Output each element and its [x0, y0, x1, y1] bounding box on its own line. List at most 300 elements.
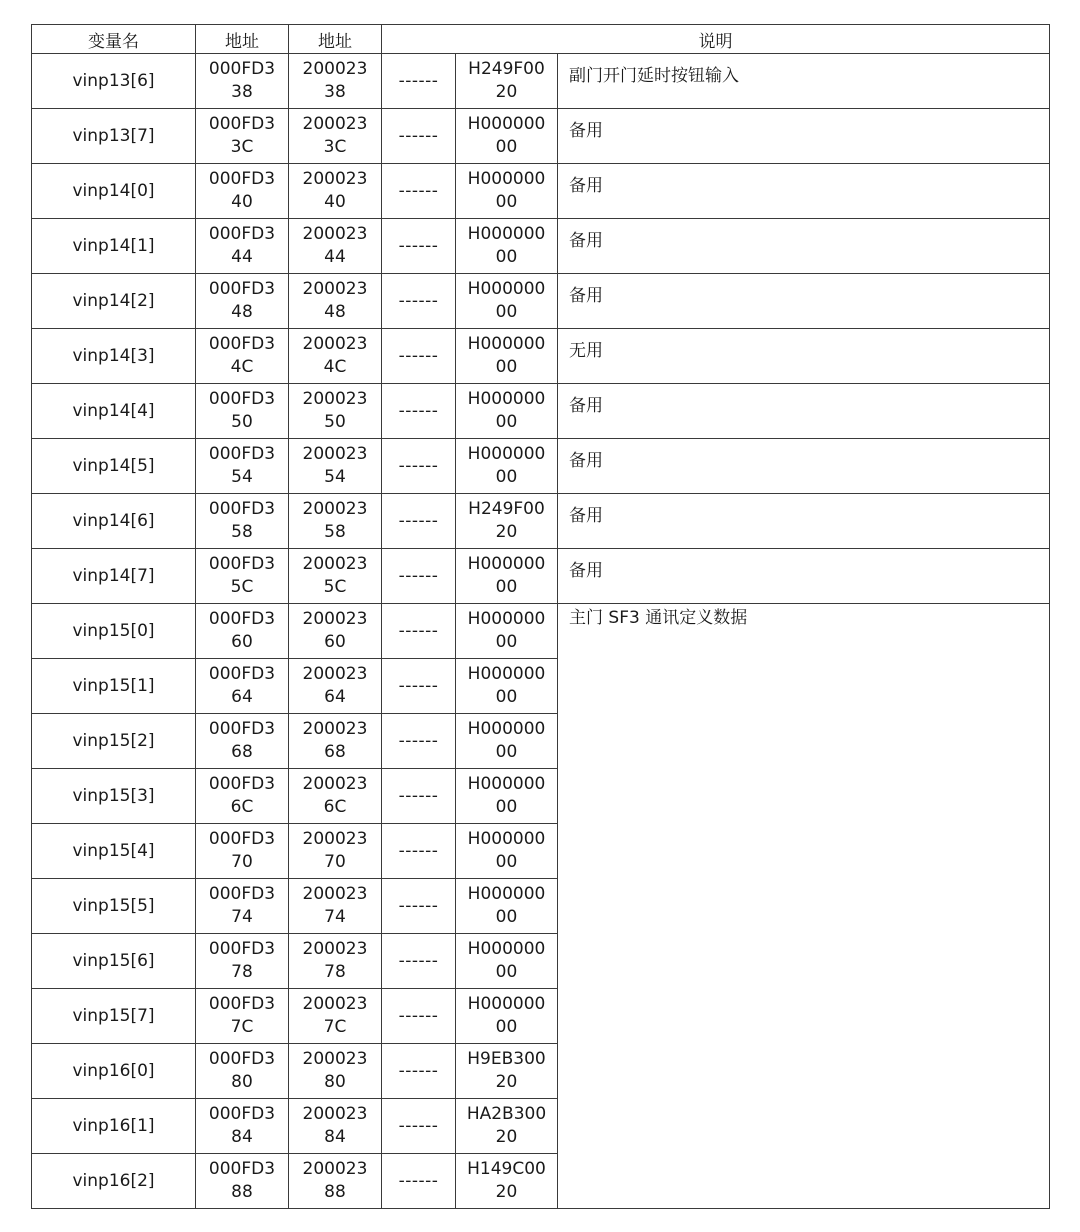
value-cell: [456, 219, 558, 274]
description-text: 备用: [569, 176, 603, 196]
address-2-line-2: 54: [324, 467, 346, 487]
value-line-1: H000000: [467, 829, 546, 849]
address-1-cell: [196, 879, 289, 934]
variable-name: vinp14[5]: [72, 455, 155, 476]
dash-cell: [382, 1044, 456, 1099]
address-1-cell: [196, 1044, 289, 1099]
address-2-line-2: 50: [324, 412, 346, 432]
dash-placeholder: ------: [398, 1170, 439, 1191]
address-1-cell: [196, 384, 289, 439]
variable-name-cell: [32, 494, 196, 549]
table-header-row: [32, 25, 1050, 54]
address-2-line-2: 84: [324, 1127, 346, 1147]
value-cell: [456, 329, 558, 384]
address-1-line-2: 60: [231, 632, 253, 652]
address-1-line-1: 000FD3: [208, 994, 276, 1014]
variable-name: vinp16[2]: [72, 1170, 155, 1191]
address-1-line-1: 000FD3: [208, 444, 276, 464]
address-2-cell: [289, 824, 382, 879]
address-2-line-1: 200023: [302, 609, 368, 629]
value-cell: [456, 824, 558, 879]
address-2-line-1: 200023: [302, 994, 368, 1014]
table-row: [32, 604, 1050, 659]
address-2-line-2: 80: [324, 1072, 346, 1092]
description-text: 备用: [569, 121, 603, 141]
value-line-2: 00: [495, 907, 518, 927]
address-2-line-2: 58: [324, 522, 346, 542]
address-1-line-1: 000FD3: [208, 1104, 276, 1124]
address-1-line-2: 74: [231, 907, 253, 927]
value-line-1: H000000: [467, 224, 546, 244]
value-line-2: 00: [495, 852, 518, 872]
address-1-cell: [196, 714, 289, 769]
variable-name: vinp14[3]: [72, 345, 155, 366]
address-2-cell: [289, 1099, 382, 1154]
value-line-1: H9EB300: [467, 1049, 546, 1069]
value-line-2: 00: [495, 357, 518, 377]
table-row: [32, 494, 1050, 549]
address-2-line-1: 200023: [302, 664, 368, 684]
address-2-cell: [289, 604, 382, 659]
value-line-2: 00: [495, 577, 518, 597]
address-1-cell: [196, 219, 289, 274]
dash-cell: [382, 439, 456, 494]
dash-placeholder: ------: [398, 620, 439, 641]
value-line-1: H000000: [467, 114, 546, 134]
dash-cell: [382, 549, 456, 604]
value-line-1: H000000: [467, 554, 546, 574]
value-line-1: H000000: [467, 774, 546, 794]
variable-name: vinp14[0]: [72, 180, 155, 201]
dash-placeholder: ------: [398, 950, 439, 971]
value-line-1: H000000: [467, 444, 546, 464]
address-2-line-2: 7C: [323, 1017, 347, 1037]
value-line-1: H249F00: [468, 499, 545, 519]
address-2-cell: [289, 769, 382, 824]
variable-name-cell: [32, 274, 196, 329]
address-1-line-1: 000FD3: [208, 224, 276, 244]
address-2-line-2: 60: [324, 632, 346, 652]
address-1-line-2: 6C: [230, 797, 254, 817]
address-2-cell: [289, 714, 382, 769]
address-2-line-2: 40: [324, 192, 346, 212]
variable-name-cell: [32, 604, 196, 659]
address-2-cell: [289, 989, 382, 1044]
address-1-cell: [196, 274, 289, 329]
address-2-line-1: 200023: [302, 389, 368, 409]
value-cell: [456, 54, 558, 109]
address-2-line-2: 70: [324, 852, 346, 872]
address-1-line-1: 000FD3: [208, 884, 276, 904]
variable-name-cell: [32, 1099, 196, 1154]
address-2-line-1: 200023: [302, 224, 368, 244]
description-cell: [558, 604, 1050, 1209]
value-line-2: 00: [495, 797, 518, 817]
value-cell: [456, 604, 558, 659]
address-2-line-2: 78: [324, 962, 346, 982]
value-line-2: 00: [495, 962, 518, 982]
dash-placeholder: ------: [398, 455, 439, 476]
dash-placeholder: ------: [398, 125, 439, 146]
address-2-line-1: 200023: [302, 444, 368, 464]
address-1-line-2: 50: [231, 412, 253, 432]
dash-cell: [382, 274, 456, 329]
address-1-cell: [196, 54, 289, 109]
address-2-line-1: 200023: [302, 59, 368, 79]
value-cell: [456, 274, 558, 329]
address-1-cell: [196, 329, 289, 384]
address-2-cell: [289, 329, 382, 384]
address-1-line-1: 000FD3: [208, 389, 276, 409]
value-line-1: H000000: [467, 664, 546, 684]
address-1-cell: [196, 989, 289, 1044]
value-line-2: 00: [495, 467, 518, 487]
description-text: 备用: [569, 506, 603, 526]
table-row: [32, 384, 1050, 439]
address-1-line-2: 38: [231, 82, 253, 102]
address-1-line-2: 40: [231, 192, 253, 212]
address-2-line-2: 48: [324, 302, 346, 322]
address-1-line-2: 80: [231, 1072, 253, 1092]
variable-name-cell: [32, 1154, 196, 1209]
variable-name: vinp16[0]: [72, 1060, 155, 1081]
table-row: [32, 109, 1050, 164]
table-row: [32, 164, 1050, 219]
variable-name-cell: [32, 879, 196, 934]
value-line-1: H000000: [467, 279, 546, 299]
dash-cell: [382, 384, 456, 439]
value-line-1: H000000: [467, 884, 546, 904]
header-address-2: 地址: [289, 25, 382, 54]
address-2-line-2: 64: [324, 687, 346, 707]
address-1-line-2: 58: [231, 522, 253, 542]
variable-name-cell: [32, 714, 196, 769]
description-cell: [558, 274, 1050, 329]
variable-name: vinp15[6]: [72, 950, 155, 971]
variable-name: vinp15[1]: [72, 675, 155, 696]
address-2-line-1: 200023: [302, 829, 368, 849]
variable-name: vinp14[4]: [72, 400, 155, 421]
value-line-2: 00: [495, 412, 518, 432]
value-cell: [456, 879, 558, 934]
address-1-cell: [196, 769, 289, 824]
address-1-line-1: 000FD3: [208, 279, 276, 299]
address-2-cell: [289, 384, 382, 439]
dash-cell: [382, 1154, 456, 1209]
variable-name-cell: [32, 659, 196, 714]
dash-placeholder: ------: [398, 1060, 439, 1081]
address-1-line-1: 000FD3: [208, 114, 276, 134]
dash-cell: [382, 54, 456, 109]
dash-placeholder: ------: [398, 235, 439, 256]
address-2-line-1: 200023: [302, 554, 368, 574]
address-2-line-1: 200023: [302, 1159, 368, 1179]
value-line-1: H000000: [467, 389, 546, 409]
address-1-line-2: 48: [231, 302, 253, 322]
value-line-2: 20: [495, 1072, 518, 1092]
description-text: 备用: [569, 286, 603, 306]
address-2-cell: [289, 164, 382, 219]
description-text: 备用: [569, 451, 603, 471]
value-line-2: 00: [495, 632, 518, 652]
dash-placeholder: ------: [398, 70, 439, 91]
variable-name-cell: [32, 219, 196, 274]
address-2-line-1: 200023: [302, 1049, 368, 1069]
value-cell: [456, 439, 558, 494]
address-2-cell: [289, 1154, 382, 1209]
value-line-2: 00: [495, 247, 518, 267]
dash-placeholder: ------: [398, 840, 439, 861]
dash-cell: [382, 329, 456, 384]
value-line-1: H000000: [467, 939, 546, 959]
address-1-line-1: 000FD3: [208, 334, 276, 354]
description-cell: [558, 109, 1050, 164]
address-2-line-2: 4C: [323, 357, 347, 377]
dash-placeholder: ------: [398, 290, 439, 311]
address-2-line-2: 3C: [323, 137, 347, 157]
address-2-cell: [289, 659, 382, 714]
address-1-line-1: 000FD3: [208, 829, 276, 849]
header-description: 说明: [382, 25, 1050, 54]
value-cell: [456, 1154, 558, 1209]
dash-cell: [382, 1099, 456, 1154]
dash-cell: [382, 659, 456, 714]
address-2-cell: [289, 1044, 382, 1099]
value-line-2: 20: [495, 1127, 518, 1147]
address-1-line-2: 54: [231, 467, 253, 487]
variable-name-cell: [32, 934, 196, 989]
description-text: 主门 SF3 通讯定义数据: [569, 608, 748, 628]
variable-name-cell: [32, 549, 196, 604]
variable-name-cell: [32, 989, 196, 1044]
address-2-line-2: 74: [324, 907, 346, 927]
dash-placeholder: ------: [398, 895, 439, 916]
variable-name-cell: [32, 769, 196, 824]
address-1-cell: [196, 109, 289, 164]
address-1-cell: [196, 604, 289, 659]
address-2-line-1: 200023: [302, 169, 368, 189]
address-1-line-1: 000FD3: [208, 1159, 276, 1179]
description-text: 无用: [569, 341, 603, 361]
dash-cell: [382, 604, 456, 659]
description-cell: [558, 384, 1050, 439]
address-1-line-1: 000FD3: [208, 499, 276, 519]
description-text: 副门开门延时按钮输入: [569, 66, 739, 86]
address-1-line-1: 000FD3: [208, 59, 276, 79]
description-cell: [558, 549, 1050, 604]
dash-placeholder: ------: [398, 510, 439, 531]
value-cell: [456, 109, 558, 164]
variable-name-cell: [32, 109, 196, 164]
value-line-1: H000000: [467, 169, 546, 189]
address-1-line-2: 44: [231, 247, 253, 267]
dash-cell: [382, 494, 456, 549]
value-cell: [456, 769, 558, 824]
value-cell: [456, 1099, 558, 1154]
address-1-cell: [196, 659, 289, 714]
header-address-1: 地址: [196, 25, 289, 54]
variable-name: vinp15[7]: [72, 1005, 155, 1026]
address-1-line-1: 000FD3: [208, 664, 276, 684]
dash-placeholder: ------: [398, 180, 439, 201]
dash-cell: [382, 824, 456, 879]
variable-name: vinp15[3]: [72, 785, 155, 806]
address-2-line-1: 200023: [302, 719, 368, 739]
address-2-cell: [289, 879, 382, 934]
address-2-cell: [289, 274, 382, 329]
value-cell: [456, 714, 558, 769]
variable-name: vinp14[6]: [72, 510, 155, 531]
address-1-line-2: 4C: [230, 357, 254, 377]
address-2-line-1: 200023: [302, 114, 368, 134]
address-1-line-2: 88: [231, 1182, 253, 1202]
address-2-cell: [289, 494, 382, 549]
address-2-cell: [289, 109, 382, 164]
description-cell: [558, 329, 1050, 384]
dash-placeholder: ------: [398, 565, 439, 586]
address-1-line-2: 5C: [230, 577, 254, 597]
table-row: [32, 219, 1050, 274]
variable-name: vinp14[2]: [72, 290, 155, 311]
value-cell: [456, 989, 558, 1044]
variable-name-cell: [32, 1044, 196, 1099]
table-row: [32, 274, 1050, 329]
value-cell: [456, 164, 558, 219]
header-variable-name: 变量名: [32, 25, 196, 54]
dash-cell: [382, 989, 456, 1044]
address-2-line-1: 200023: [302, 774, 368, 794]
address-1-line-1: 000FD3: [208, 169, 276, 189]
address-2-line-2: 6C: [323, 797, 347, 817]
address-2-line-1: 200023: [302, 884, 368, 904]
variable-name-cell: [32, 329, 196, 384]
value-line-1: H000000: [467, 609, 546, 629]
value-line-2: 00: [495, 742, 518, 762]
description-cell: [558, 494, 1050, 549]
table-row: [32, 439, 1050, 494]
variable-name: vinp15[0]: [72, 620, 155, 641]
variable-name: vinp13[7]: [72, 125, 155, 146]
address-1-cell: [196, 549, 289, 604]
value-cell: [456, 1044, 558, 1099]
address-1-cell: [196, 439, 289, 494]
value-line-1: H249F00: [468, 59, 545, 79]
value-line-2: 00: [495, 1017, 518, 1037]
address-2-line-1: 200023: [302, 939, 368, 959]
dash-cell: [382, 164, 456, 219]
address-1-line-1: 000FD3: [208, 939, 276, 959]
dash-cell: [382, 934, 456, 989]
address-1-line-1: 000FD3: [208, 609, 276, 629]
address-1-line-2: 78: [231, 962, 253, 982]
variable-name: vinp13[6]: [72, 70, 155, 91]
value-line-1: H000000: [467, 334, 546, 354]
description-cell: [558, 164, 1050, 219]
address-1-line-2: 70: [231, 852, 253, 872]
description-text: 备用: [569, 561, 603, 581]
address-1-line-2: 64: [231, 687, 253, 707]
dash-cell: [382, 109, 456, 164]
description-cell: [558, 439, 1050, 494]
value-line-2: 00: [495, 137, 518, 157]
dash-placeholder: ------: [398, 1005, 439, 1026]
address-2-line-2: 44: [324, 247, 346, 267]
address-2-line-2: 38: [324, 82, 346, 102]
address-2-cell: [289, 219, 382, 274]
variable-name: vinp16[1]: [72, 1115, 155, 1136]
address-2-line-1: 200023: [302, 1104, 368, 1124]
address-1-line-2: 68: [231, 742, 253, 762]
address-1-cell: [196, 934, 289, 989]
dash-cell: [382, 219, 456, 274]
address-1-line-1: 000FD3: [208, 719, 276, 739]
variable-name: vinp15[5]: [72, 895, 155, 916]
variable-name: vinp15[2]: [72, 730, 155, 751]
variable-name-cell: [32, 164, 196, 219]
table-row: [32, 54, 1050, 109]
address-2-cell: [289, 934, 382, 989]
variable-name: vinp15[4]: [72, 840, 155, 861]
value-line-2: 00: [495, 192, 518, 212]
address-2-line-1: 200023: [302, 334, 368, 354]
address-1-line-1: 000FD3: [208, 1049, 276, 1069]
variable-name: vinp14[1]: [72, 235, 155, 256]
address-2-line-2: 68: [324, 742, 346, 762]
dash-placeholder: ------: [398, 675, 439, 696]
table-row: [32, 329, 1050, 384]
description-text: 备用: [569, 396, 603, 416]
address-1-line-2: 7C: [230, 1017, 254, 1037]
value-line-2: 00: [495, 687, 518, 707]
value-line-2: 20: [495, 522, 518, 542]
table-body: [32, 54, 1050, 1209]
dash-placeholder: ------: [398, 730, 439, 751]
variable-name-cell: [32, 384, 196, 439]
dash-placeholder: ------: [398, 785, 439, 806]
address-1-line-2: 3C: [230, 137, 254, 157]
value-cell: [456, 494, 558, 549]
description-cell: [558, 54, 1050, 109]
address-1-cell: [196, 1154, 289, 1209]
address-1-cell: [196, 1099, 289, 1154]
variable-name-cell: [32, 439, 196, 494]
dash-cell: [382, 714, 456, 769]
address-2-cell: [289, 549, 382, 604]
address-2-line-1: 200023: [302, 279, 368, 299]
value-line-2: 00: [495, 302, 518, 322]
dash-cell: [382, 769, 456, 824]
dash-placeholder: ------: [398, 400, 439, 421]
value-cell: [456, 549, 558, 604]
value-line-1: H000000: [467, 719, 546, 739]
variable-name-cell: [32, 54, 196, 109]
address-1-cell: [196, 824, 289, 879]
value-line-1: H000000: [467, 994, 546, 1014]
variable-name-cell: [32, 824, 196, 879]
address-1-line-2: 84: [231, 1127, 253, 1147]
value-cell: [456, 934, 558, 989]
address-1-cell: [196, 494, 289, 549]
value-line-1: H149C00: [467, 1159, 546, 1179]
register-table: [31, 24, 1050, 1209]
address-1-cell: [196, 164, 289, 219]
description-cell: [558, 219, 1050, 274]
value-cell: [456, 659, 558, 714]
address-2-cell: [289, 439, 382, 494]
dash-placeholder: ------: [398, 345, 439, 366]
address-2-line-2: 88: [324, 1182, 346, 1202]
variable-name: vinp14[7]: [72, 565, 155, 586]
